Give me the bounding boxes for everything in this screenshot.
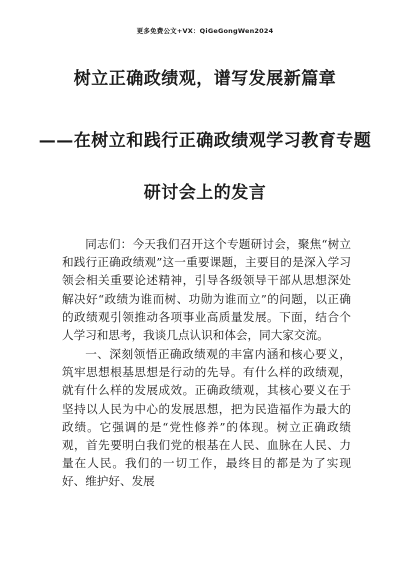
body-paragraph: 同志们：今天我们召开这个专题研讨会，聚焦“树立和践行正确政绩观”这一重要课题，主要目的是深入学习领会相关重要论述精神，引导各级领导干部从思想深处解决好“政绩为谁而树、功勋为谁而立”的问题，以正确的政绩观引领推动各项事业高质量发展。下面，结合个人学习和思考，我谈几点认识和体会，同大家交流。 [62, 237, 351, 343]
body-paragraph: 一、深刻领悟正确政绩观的丰富内涵和核心要义，筑牢思想根基思想是行动的先导。有什么样的政绩观，就有什么样的发展成效。正确政绩观，其核心要义在于坚持以人民为中心的发展思想，把为民造福作为最大的政绩。它强调的是“党性修养”的体现。树立正确政绩观，首先要明白我们党的根基在人民、血脉在人民、力量在人民。我们的一切工作，最终目的都是为了实现好、维护好、发展 [62, 347, 351, 489]
document-subtitle: ——在树立和践行正确政绩观学习教育专题 [38, 131, 372, 151]
document-subtitle-continued: 研讨会上的发言 [143, 183, 267, 203]
header-note: 更多免费公文+VX：QiGeGongWen2024 [136, 27, 274, 35]
document-title: 树立正确政绩观，谱写发展新篇章 [73, 69, 337, 89]
body-paragraph-2-block [62, 345, 351, 491]
body-paragraph-1-block [62, 235, 351, 344]
